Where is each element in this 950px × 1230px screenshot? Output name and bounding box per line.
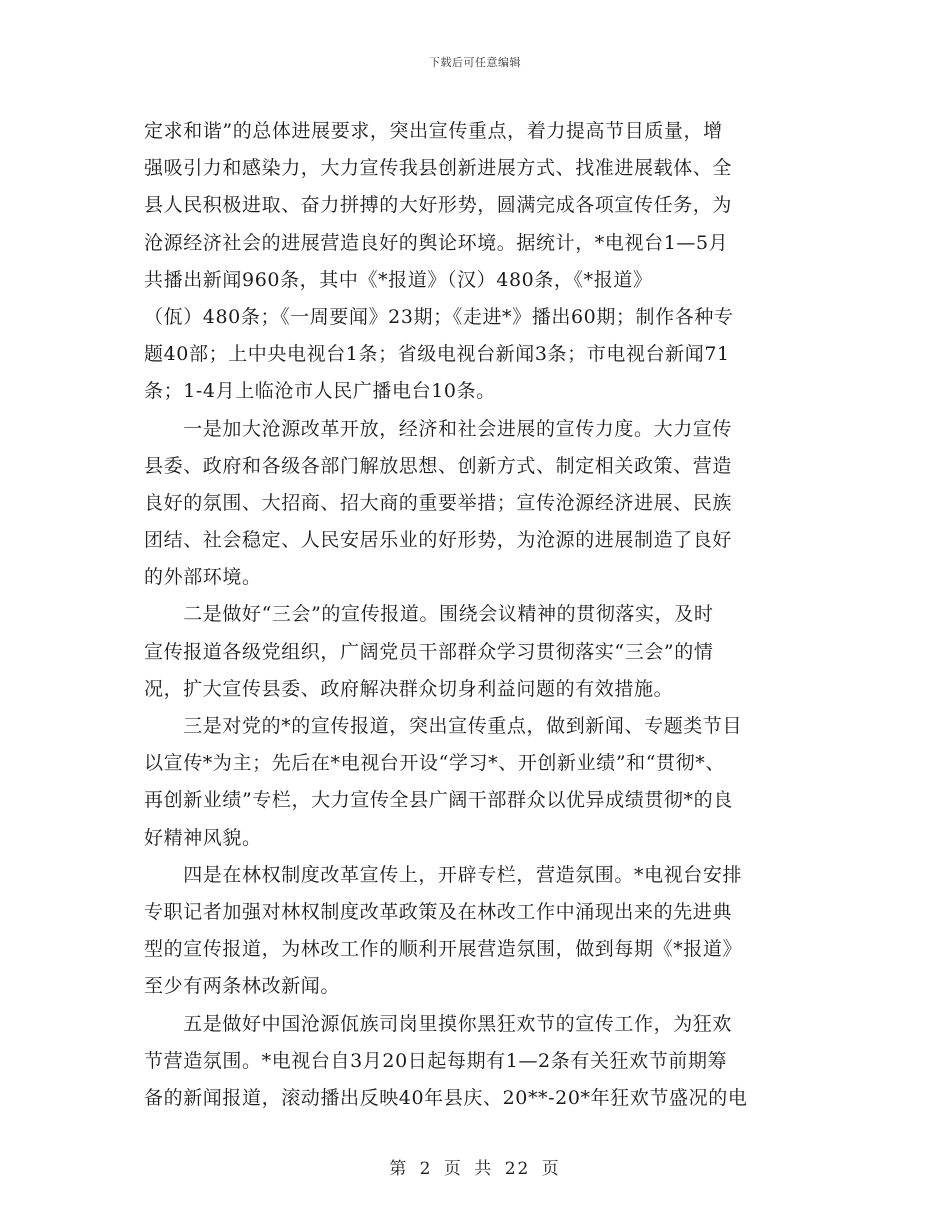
- text-line: 强吸引力和感染力，大力宣传我县创新进展方式、找准进展载体、全: [144, 157, 733, 180]
- text-line: 的外部环境。: [144, 566, 262, 589]
- text-line: 型的宣传报道，为林改工作的顺利开展营造氛围，做到每期《*报道》: [144, 938, 743, 961]
- text-line: 节营造氛围。*电视台自3月20日起每期有1—2条有关狂欢节前期筹: [144, 1049, 728, 1072]
- text-line: 况，扩大宣传县委、政府解决群众切身利益问题的有效措施。: [144, 677, 674, 700]
- text-line: 县委、政府和各级各部门解放思想、创新方式、制定相关政策、营造: [144, 454, 733, 477]
- text-line: 再创新业绩”专栏，大力宣传全县广阔干部群众以优异成绩贯彻*的良: [144, 789, 733, 812]
- text-line: 五是做好中国沧源佤族司岗里摸你黑狂欢节的宣传工作，为狂欢: [144, 1012, 733, 1035]
- text-line: （佤）480条；《一周要闻》23期；《走进*》播出60期；制作各种专: [144, 305, 734, 328]
- page-footer: 第 2 页 共 22 页: [389, 1159, 561, 1179]
- text-line: 良好的氛围、大招商、招大商的重要举措；宣传沧源经济进展、民族: [144, 491, 733, 514]
- body-text: [144, 113, 808, 1117]
- text-line: 共播出新闻960条，其中《*报道》（汉）480条，《*报道》: [144, 268, 653, 291]
- text-line: 团结、社会稳定、人民安居乐业的好形势，为沧源的进展制造了良好: [144, 529, 733, 552]
- text-line: 条；1-4月上临沧市人民广播电台10条。: [144, 380, 496, 403]
- text-line: 二是做好“三会”的宣传报道。围绕会议精神的贯彻落实，及时: [144, 603, 714, 626]
- text-line: 专职记者加强对林权制度改革政策及在林改工作中涌现出来的先进典: [144, 900, 733, 923]
- text-line: 一是加大沧源改革开放，经济和社会进展的宣传力度。大力宣传: [144, 417, 733, 440]
- text-line: 四是在林权制度改革宣传上，开辟专栏，营造氛围。*电视台安排: [144, 863, 743, 886]
- text-line: 定求和谐”的总体进展要求，突出宣传重点，着力提高节目质量，增: [144, 120, 723, 142]
- text-line: 县人民积极进取、奋力拼搏的大好形势，圆满完成各项宣传任务，为: [144, 194, 733, 217]
- text-line: 题40部；上中央电视台1条；省级电视台新闻3条；市电视台新闻71: [144, 343, 730, 366]
- text-line: 沧源经济社会的进展营造良好的舆论环境。据统计，*电视台1—5月: [144, 231, 729, 254]
- text-line: 备的新闻报道，滚动播出反映40年县庆、20**-20*年狂欢节盛况的电: [144, 1086, 748, 1109]
- text-line: 以宣传*为主；先后在*电视台开设“学习*、开创新业绩”和“贯彻*、: [144, 752, 725, 775]
- text-line: 三是对党的*的宣传报道，突出宣传重点，做到新闻、专题类节目: [144, 715, 743, 737]
- text-line: 宣传报道各级党组织，广阔党员干部群众学习贯彻落实“三会”的情: [144, 640, 714, 663]
- text-line: 至少有两条林改新闻。: [144, 975, 341, 998]
- page-header: 下载后可任意编辑: [429, 56, 521, 69]
- text-line: 好精神风貌。: [144, 826, 262, 849]
